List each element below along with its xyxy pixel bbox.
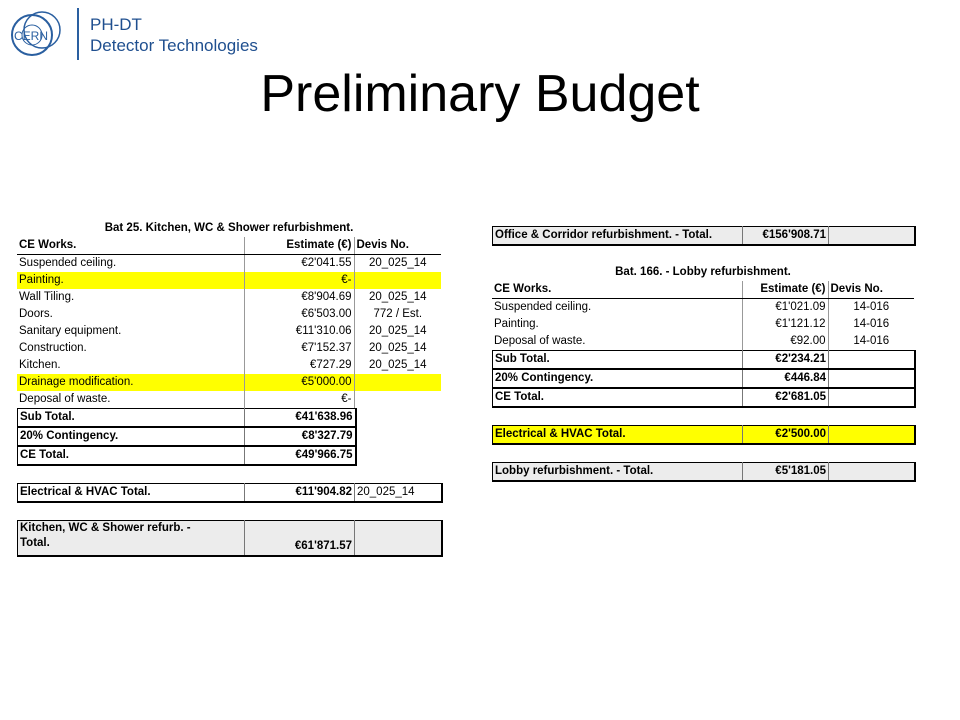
- table-row: [17, 357, 441, 374]
- table-row: [17, 306, 441, 323]
- estimate-cell: €92.00: [742, 333, 828, 350]
- ce-total-row: [18, 446, 356, 465]
- estimate-cell: €6'503.00: [244, 306, 354, 323]
- office-total-table: [492, 226, 916, 246]
- estimate-cell: €1'121.12: [742, 316, 828, 333]
- item-cell: Kitchen.: [19, 359, 61, 371]
- kitchen-budget-table: [17, 237, 441, 408]
- electrical-value: €11'904.82: [245, 484, 355, 503]
- devis-cell: 20_025_14: [354, 357, 441, 374]
- kitchen-budget-section: [17, 220, 441, 557]
- grand-total-label: [18, 521, 245, 557]
- estimate-cell: €7'152.37: [244, 340, 354, 357]
- devis-cell: [354, 391, 441, 408]
- lobby-total-blank: [829, 463, 915, 482]
- electrical-devis: 20_025_14: [355, 484, 442, 503]
- col-header-estimate: Estimate (€): [742, 281, 828, 299]
- devis-cell: [354, 272, 441, 289]
- col-header-devis: Devis No.: [354, 237, 441, 255]
- item-cell: Painting.: [17, 272, 244, 289]
- contingency-row: [18, 427, 356, 446]
- item-cell: Sanitary equipment.: [19, 325, 122, 337]
- lobby-table-caption: Bat. 166. - Lobby refurbishment.: [615, 266, 791, 278]
- table-header-row: [17, 237, 441, 255]
- ce-total-label: CE Total.: [493, 388, 743, 407]
- sub-total-label: Sub Total.: [18, 409, 245, 428]
- grand-total-blank: [355, 521, 442, 557]
- contingency-label: 20% Contingency.: [18, 427, 245, 446]
- devis-cell: 20_025_14: [354, 289, 441, 306]
- lobby-total-table: [492, 462, 916, 482]
- item-cell: Wall Tiling.: [19, 291, 75, 303]
- ce-total-blank: [829, 388, 915, 407]
- table-row: [17, 391, 441, 408]
- table-row: [492, 316, 914, 333]
- devis-cell: 14-016: [828, 316, 914, 333]
- estimate-cell: €5'000.00: [244, 374, 354, 391]
- org-line2: Detector Technologies: [90, 36, 258, 55]
- grand-total-label-line1: Kitchen, WC & Shower refurb. -: [20, 522, 191, 534]
- grand-total-label-line2: Total.: [20, 537, 50, 549]
- contingency-value: €8'327.79: [245, 427, 356, 446]
- page-title: Preliminary Budget: [260, 65, 700, 123]
- item-cell: Deposal of waste.: [19, 393, 111, 405]
- item-cell: Suspended ceiling.: [19, 257, 117, 269]
- item-cell: Drainage modification.: [17, 374, 244, 391]
- office-total-blank: [829, 227, 915, 246]
- ce-total-value: €49'966.75: [245, 446, 356, 465]
- lobby-electrical-table: [492, 425, 916, 445]
- kitchen-grand-total-table: [17, 520, 443, 557]
- sub-total-value: €41'638.96: [245, 409, 356, 428]
- org-line1: PH-DT: [90, 15, 142, 34]
- estimate-cell: €2'041.55: [244, 255, 354, 273]
- item-cell: Suspended ceiling.: [494, 301, 592, 313]
- estimate-cell: €-: [244, 272, 354, 289]
- table-header-row: [492, 281, 914, 299]
- kitchen-table-caption: Bat 25. Kitchen, WC & Shower refurbishment.: [104, 222, 354, 234]
- devis-cell: 14-016: [828, 299, 914, 317]
- table-row: [492, 333, 914, 350]
- ce-total-label: CE Total.: [18, 446, 245, 465]
- sub-total-value: €2'234.21: [743, 351, 829, 370]
- contingency-row: [493, 369, 915, 388]
- office-total-label: Office & Corridor refurbishment. - Total.: [493, 227, 743, 246]
- devis-cell: 20_025_14: [354, 323, 441, 340]
- lobby-budget-section: [492, 226, 914, 482]
- col-header-devis: Devis No.: [828, 281, 914, 299]
- electrical-row: [493, 426, 915, 445]
- table-row: [17, 289, 441, 306]
- cern-logo-text: CERN: [14, 29, 49, 43]
- devis-cell: 20_025_14: [354, 255, 441, 273]
- grand-total-value: €61'871.57: [245, 521, 355, 557]
- estimate-cell: €8'904.69: [244, 289, 354, 306]
- header-divider: [77, 8, 79, 60]
- table-row: [17, 340, 441, 357]
- contingency-value: €446.84: [743, 369, 829, 388]
- lobby-totals-table: [492, 350, 916, 408]
- grand-total-row: [18, 521, 442, 557]
- table-row: [17, 374, 441, 391]
- sub-total-blank: [829, 351, 915, 370]
- table-row: [17, 272, 441, 289]
- org-name: [90, 14, 258, 56]
- contingency-label: 20% Contingency.: [493, 369, 743, 388]
- estimate-cell: €-: [244, 391, 354, 408]
- devis-cell: 20_025_14: [354, 340, 441, 357]
- lobby-total-row: [493, 463, 915, 482]
- ce-total-value: €2'681.05: [743, 388, 829, 407]
- item-cell: Painting.: [494, 318, 539, 330]
- item-cell: Doors.: [19, 308, 53, 320]
- electrical-value: €2'500.00: [743, 426, 829, 445]
- kitchen-electrical-table: [17, 483, 443, 503]
- lobby-budget-table: [492, 281, 914, 350]
- sub-total-row: [493, 351, 915, 370]
- estimate-cell: €11'310.06: [244, 323, 354, 340]
- electrical-blank: [829, 426, 915, 445]
- item-cell: Construction.: [19, 342, 87, 354]
- devis-cell: [354, 374, 441, 391]
- ce-total-row: [493, 388, 915, 407]
- cern-logo: [8, 8, 68, 60]
- table-row: [17, 323, 441, 340]
- devis-cell: 772 / Est.: [354, 306, 441, 323]
- table-row: [492, 299, 914, 317]
- col-header-estimate: Estimate (€): [244, 237, 354, 255]
- lobby-total-label: Lobby refurbishment. - Total.: [493, 463, 743, 482]
- office-total-row: [493, 227, 915, 246]
- electrical-label: Electrical & HVAC Total.: [18, 484, 245, 503]
- electrical-label: Electrical & HVAC Total.: [493, 426, 743, 445]
- col-header-works: CE Works.: [17, 237, 244, 255]
- electrical-row: [18, 484, 442, 503]
- sub-total-row: [18, 409, 356, 428]
- item-cell: Deposal of waste.: [494, 335, 586, 347]
- col-header-works: CE Works.: [492, 281, 742, 299]
- table-row: [17, 255, 441, 273]
- estimate-cell: €727.29: [244, 357, 354, 374]
- contingency-blank: [829, 369, 915, 388]
- office-total-value: €156'908.71: [743, 227, 829, 246]
- lobby-total-value: €5'181.05: [743, 463, 829, 482]
- sub-total-label: Sub Total.: [493, 351, 743, 370]
- estimate-cell: €1'021.09: [742, 299, 828, 317]
- devis-cell: 14-016: [828, 333, 914, 350]
- kitchen-totals-table: [17, 408, 357, 466]
